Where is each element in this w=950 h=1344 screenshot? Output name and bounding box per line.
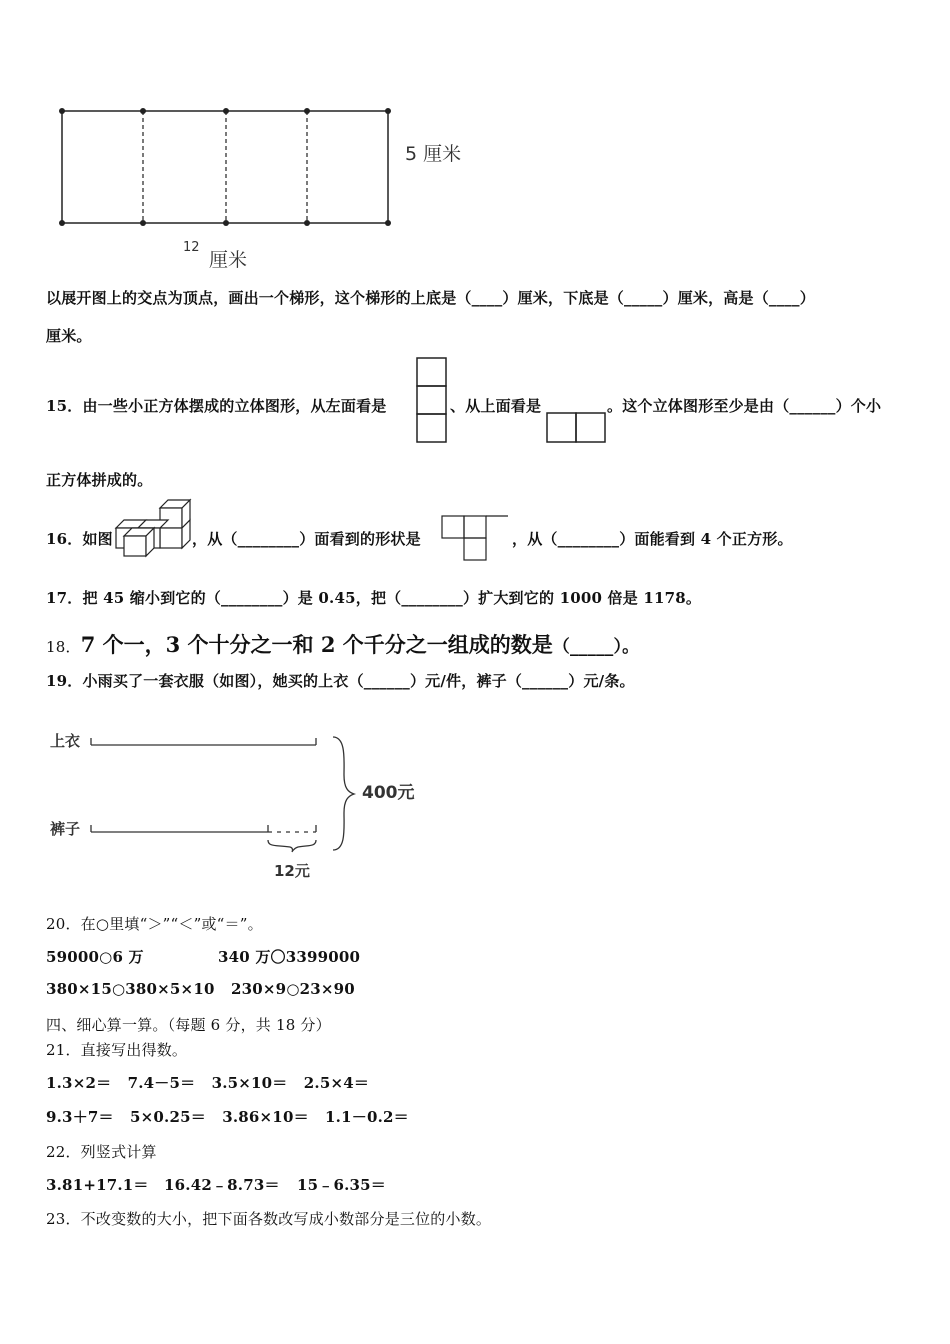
q20-item-4: 230×9○23×90 [231,980,355,998]
q15-part3: 。这个立体图形至少是由（______）个小 [607,397,882,415]
top-view-figure [546,412,608,444]
total-price-label: 400元 [362,783,415,803]
q19-text: 19．小雨买了一套衣服（如图），她买的上衣（______）元/件，裤子（______）元/条。 [46,672,635,690]
q22-item-1: 3.81+17.1＝ [46,1176,149,1194]
clothes-line-diagram [0,700,360,870]
label-pants: 裤子 [50,820,81,838]
q17-text: 17．把 45 缩小到它的（________）是 0.45，把（________）扩大到它的 1000 倍是 1178。 [46,589,702,607]
q21-row-2: 9.3＋7＝ 5×0.25＝ 3.86×10＝ 1.1－0.2＝ [46,1108,409,1126]
q16-part2: ，从（________）面看到的形状是 [192,530,421,548]
q23-text: 23．不改变数的大小，把下面各数改写成小数部分是三位的小数。 [46,1210,492,1228]
q21-title: 21．直接写出得数。 [46,1041,188,1059]
q18-blank: （_____）。 [552,637,640,657]
view-shape-figure [440,514,512,564]
height-label: 5 厘米 [405,143,462,165]
section-4-title: 四、细心算一算。（每题 6 分，共 18 分） [46,1016,331,1034]
q15-line2: 正方体拼成的。 [46,471,153,489]
width-label-unit: 厘米 [209,249,248,271]
q20-title: 20．在○里填“＞”“＜”或“＝”。 [46,915,263,933]
label-shirt: 上衣 [50,732,81,750]
q22-item-2: 16.42﹣8.73＝ [164,1176,280,1194]
q21-row-1: 1.3×2＝ 7.4－5＝ 3.5×10＝ 2.5×4＝ [46,1074,370,1092]
q15-part2: 、从上面看是 [450,397,542,415]
unfolded-net-figure [0,0,950,280]
q16-part3: ，从（________）面能看到 4 个正方形。 [512,530,793,548]
q22-item-3: 15﹣6.35＝ [297,1176,387,1194]
diff-price-label: 12元 [274,862,310,880]
q16-part1: 16．如图 [46,530,113,548]
q20-item-2: 340 万〇3399000 [218,948,361,966]
q18-line [46,629,639,659]
q20-item-1: 59000○6 万 [46,948,144,966]
q14-line1: 以展开图上的交点为顶点，画出一个梯形，这个梯形的上底是（____）厘米，下底是（_____）厘米，高是（____） [46,289,815,307]
q18-text: 7 个一，3 个十分之一和 2 个千分之一组成的数是 [80,632,553,657]
q18-number: 18． [46,638,81,656]
width-label-number: 12 [183,240,200,255]
q22-title: 22．列竖式计算 [46,1143,157,1161]
q15-part1: 15．由一些小正方体摆成的立体图形，从左面看是 [46,397,387,415]
q20-item-3: 380×15○380×5×10 [46,980,215,998]
left-view-figure [416,357,448,445]
cube-stack-figure [112,498,192,564]
q14-line2: 厘米。 [46,327,92,345]
